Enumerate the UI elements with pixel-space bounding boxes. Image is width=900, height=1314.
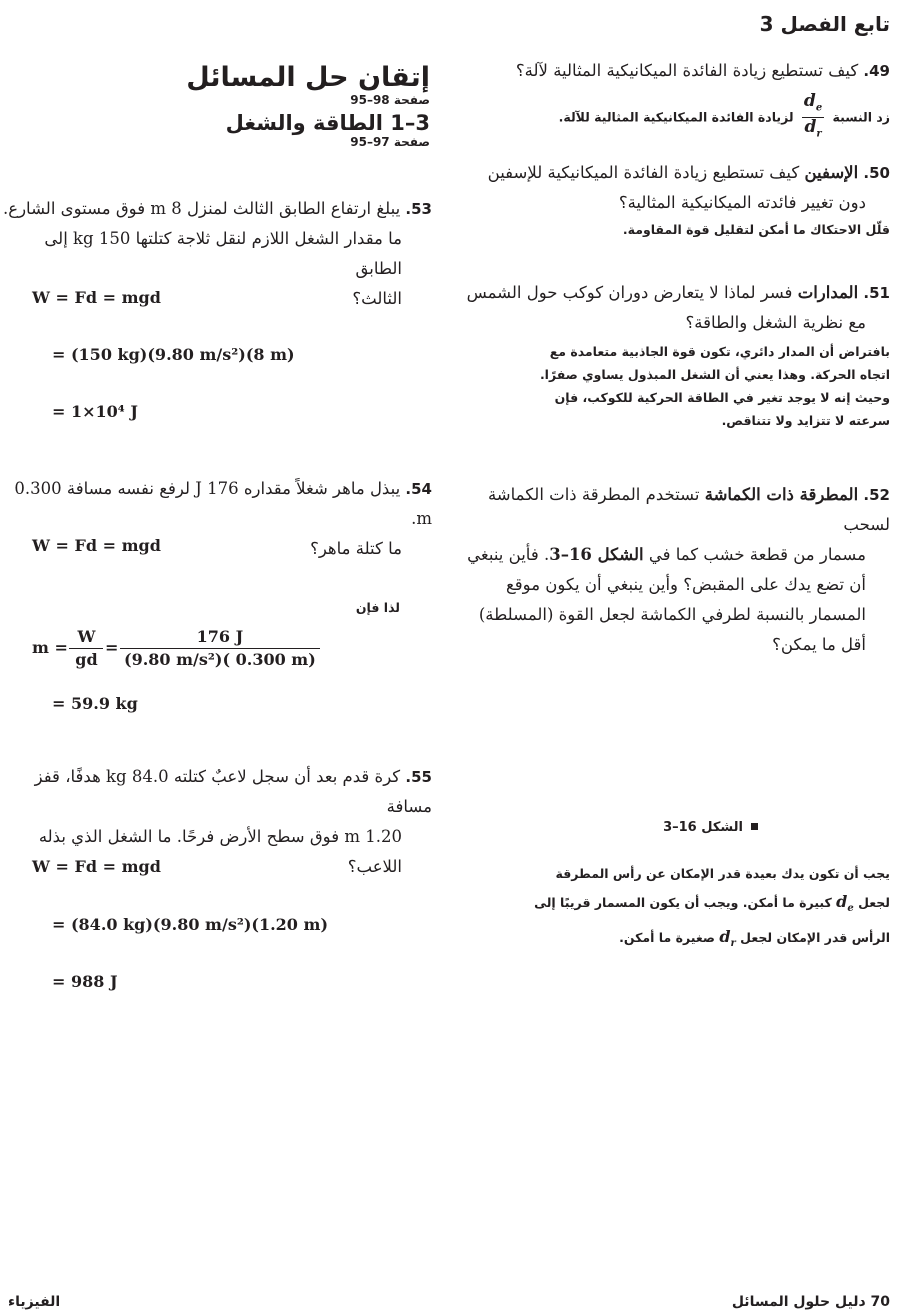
- question-text: يبذل ماهر شغلاً مقداره 176 J لرفع نفسه مسافة 0.300 m.: [14, 479, 432, 528]
- question-keyword: الإسفين: [804, 163, 859, 182]
- chapter-title: تابع الفصل 3: [759, 12, 890, 36]
- footer-subject: الفيزياء: [8, 1294, 61, 1310]
- question-keyword: المطرقة ذات الكماشة: [704, 485, 859, 504]
- answer-line: سرعته لا تتزايد ولا تتناقص.: [721, 413, 890, 428]
- question-text: اللاعب؟: [347, 857, 402, 876]
- fraction: $\frac{W}{gd}$: [73, 626, 99, 671]
- answer: قلّل الاحتكاك ما أمكن لتقليل قوة المقاومة.: [622, 222, 890, 237]
- left-column: [0, 56, 432, 1256]
- section-title: إتقان حل المسائل: [186, 62, 430, 93]
- square-bullet-icon: [751, 823, 758, 830]
- subsection-title: 3–1 الطاقة والشغل: [225, 111, 430, 135]
- figure-caption: الشكل 16–3: [663, 816, 758, 835]
- question-49: [462, 56, 890, 144]
- question-number: 51.: [863, 284, 890, 302]
- section-pages: صفحة 98–95: [350, 93, 430, 107]
- question-number: 55.: [405, 768, 432, 786]
- question-51: [462, 278, 890, 432]
- question-text: دون تغيير فائدته الميكانيكية المثالية؟: [618, 193, 866, 212]
- equation: = 1×10⁴ J: [52, 402, 138, 421]
- fraction: $\frac{176 J}{\text{(9.80 m/s²)( 0.300 m)}}$: [124, 626, 316, 671]
- answer-line: اتجاه الحركة. وهذا يعني أن الشغل المبذول يساوي صفرًا.: [539, 367, 890, 382]
- question-number: 49.: [863, 62, 890, 80]
- equation: = 59.9 kg: [52, 694, 138, 713]
- question-text: كيف تستطيع زيادة الفائدة الميكانيكية للإسفين: [487, 163, 800, 182]
- question-text: يبلغ ارتفاع الطابق الثالث لمنزل 8 m فوق مستوى الشارع.: [3, 199, 401, 218]
- figure-answer: يجب أن تكون يدك بعيدة قدر الإمكان عن رأس المطرقة لجعل $d_e$ كبيرة ما أمكن. ويجب أن يكون المسمار قريبًا إلى الرأس قدر الإمكان لجعل $d_r$ صغيرة ما أمكن.: [534, 866, 890, 950]
- therefore-label: لذا فإن: [355, 600, 400, 615]
- equation: W = Fd = mgd: [32, 536, 161, 555]
- answer-prefix: زد النسبة: [832, 109, 890, 125]
- question-number: 54.: [405, 480, 432, 498]
- equation: = (84.0 kg)(9.80 m/s²)(1.20 m): [52, 915, 329, 934]
- footer-page-label: 70 دليل حلول المسائل: [731, 1294, 890, 1310]
- question-52: [462, 480, 890, 660]
- question-number: 52.: [863, 486, 890, 504]
- ratio-de-dr: $\frac{d_e}{d_r}$: [803, 91, 823, 140]
- figure-reference[interactable]: الشكل 16–3: [549, 545, 644, 564]
- question-text: أن تضع يدك على المقبض؟ وأين ينبغي أن يكون موقع: [506, 575, 866, 594]
- question-50: [462, 158, 890, 241]
- equation: = (150 kg)(9.80 m/s²)(8 m): [52, 345, 295, 364]
- question-text: أقل ما يمكن؟: [772, 635, 866, 654]
- answer-line: وحيث إنه لا يوجد تغير في الطاقة الحركية للكوكب، فإن: [554, 390, 890, 405]
- question-number: 53.: [405, 200, 432, 218]
- equation: W = Fd = mgd: [32, 288, 161, 307]
- question-text: المسمار بالنسبة لطرفي الكماشة لجعل القوة (المسلطة): [478, 605, 866, 624]
- question-text: ما مقدار الشغل اللازم لنقل ثلاجة كتلتها 150 kg إلى الطابق: [44, 229, 402, 278]
- mass-fraction-equation: m = $\frac{W}{gd}$ = $\frac{176 J}{\text{(9.80 m/s²)( 0.300 m)}}$: [32, 626, 316, 671]
- question-number: 50.: [863, 164, 890, 182]
- question-text: كيف تستطيع زيادة الفائدة الميكانيكية المثالية لآلة؟: [515, 61, 859, 80]
- equation: W = Fd = mgd: [32, 857, 161, 876]
- question-text: 1.20 m فوق سطح الأرض فرحًا. ما الشغل الذي بذله: [38, 827, 402, 846]
- question-text: كرة قدم بعد أن سجل لاعبٌ كتلته 84.0 kg هدفًا، قفز مسافة: [34, 767, 432, 816]
- question-keyword: المدارات: [797, 283, 859, 302]
- symbol-de: $d_e$: [836, 892, 854, 915]
- answer-line: بافتراض أن المدار دائري، تكون قوة الجاذبية متعامدة مع: [549, 344, 890, 359]
- answer-suffix: لزيادة الفائدة الميكانيكية المثالية للآلة.: [558, 109, 794, 125]
- symbol-dr: $d_r$: [719, 927, 736, 950]
- question-text: . فأين ينبغي: [467, 545, 550, 564]
- question-text: تستخدم المطرقة ذات الكماشة لسحب: [487, 485, 890, 534]
- subsection-pages: صفحة 97–95: [350, 135, 430, 149]
- question-text: مع نظرية الشغل والطاقة؟: [685, 313, 866, 332]
- equation: = 988 J: [52, 972, 118, 991]
- question-text: الثالث؟: [352, 289, 402, 308]
- question-text: ما كتلة ماهر؟: [310, 539, 402, 558]
- question-text: مسمار من قطعة خشب كما في: [648, 545, 866, 564]
- question-text: فسر لماذا لا يتعارض دوران كوكب حول الشمس: [466, 283, 793, 302]
